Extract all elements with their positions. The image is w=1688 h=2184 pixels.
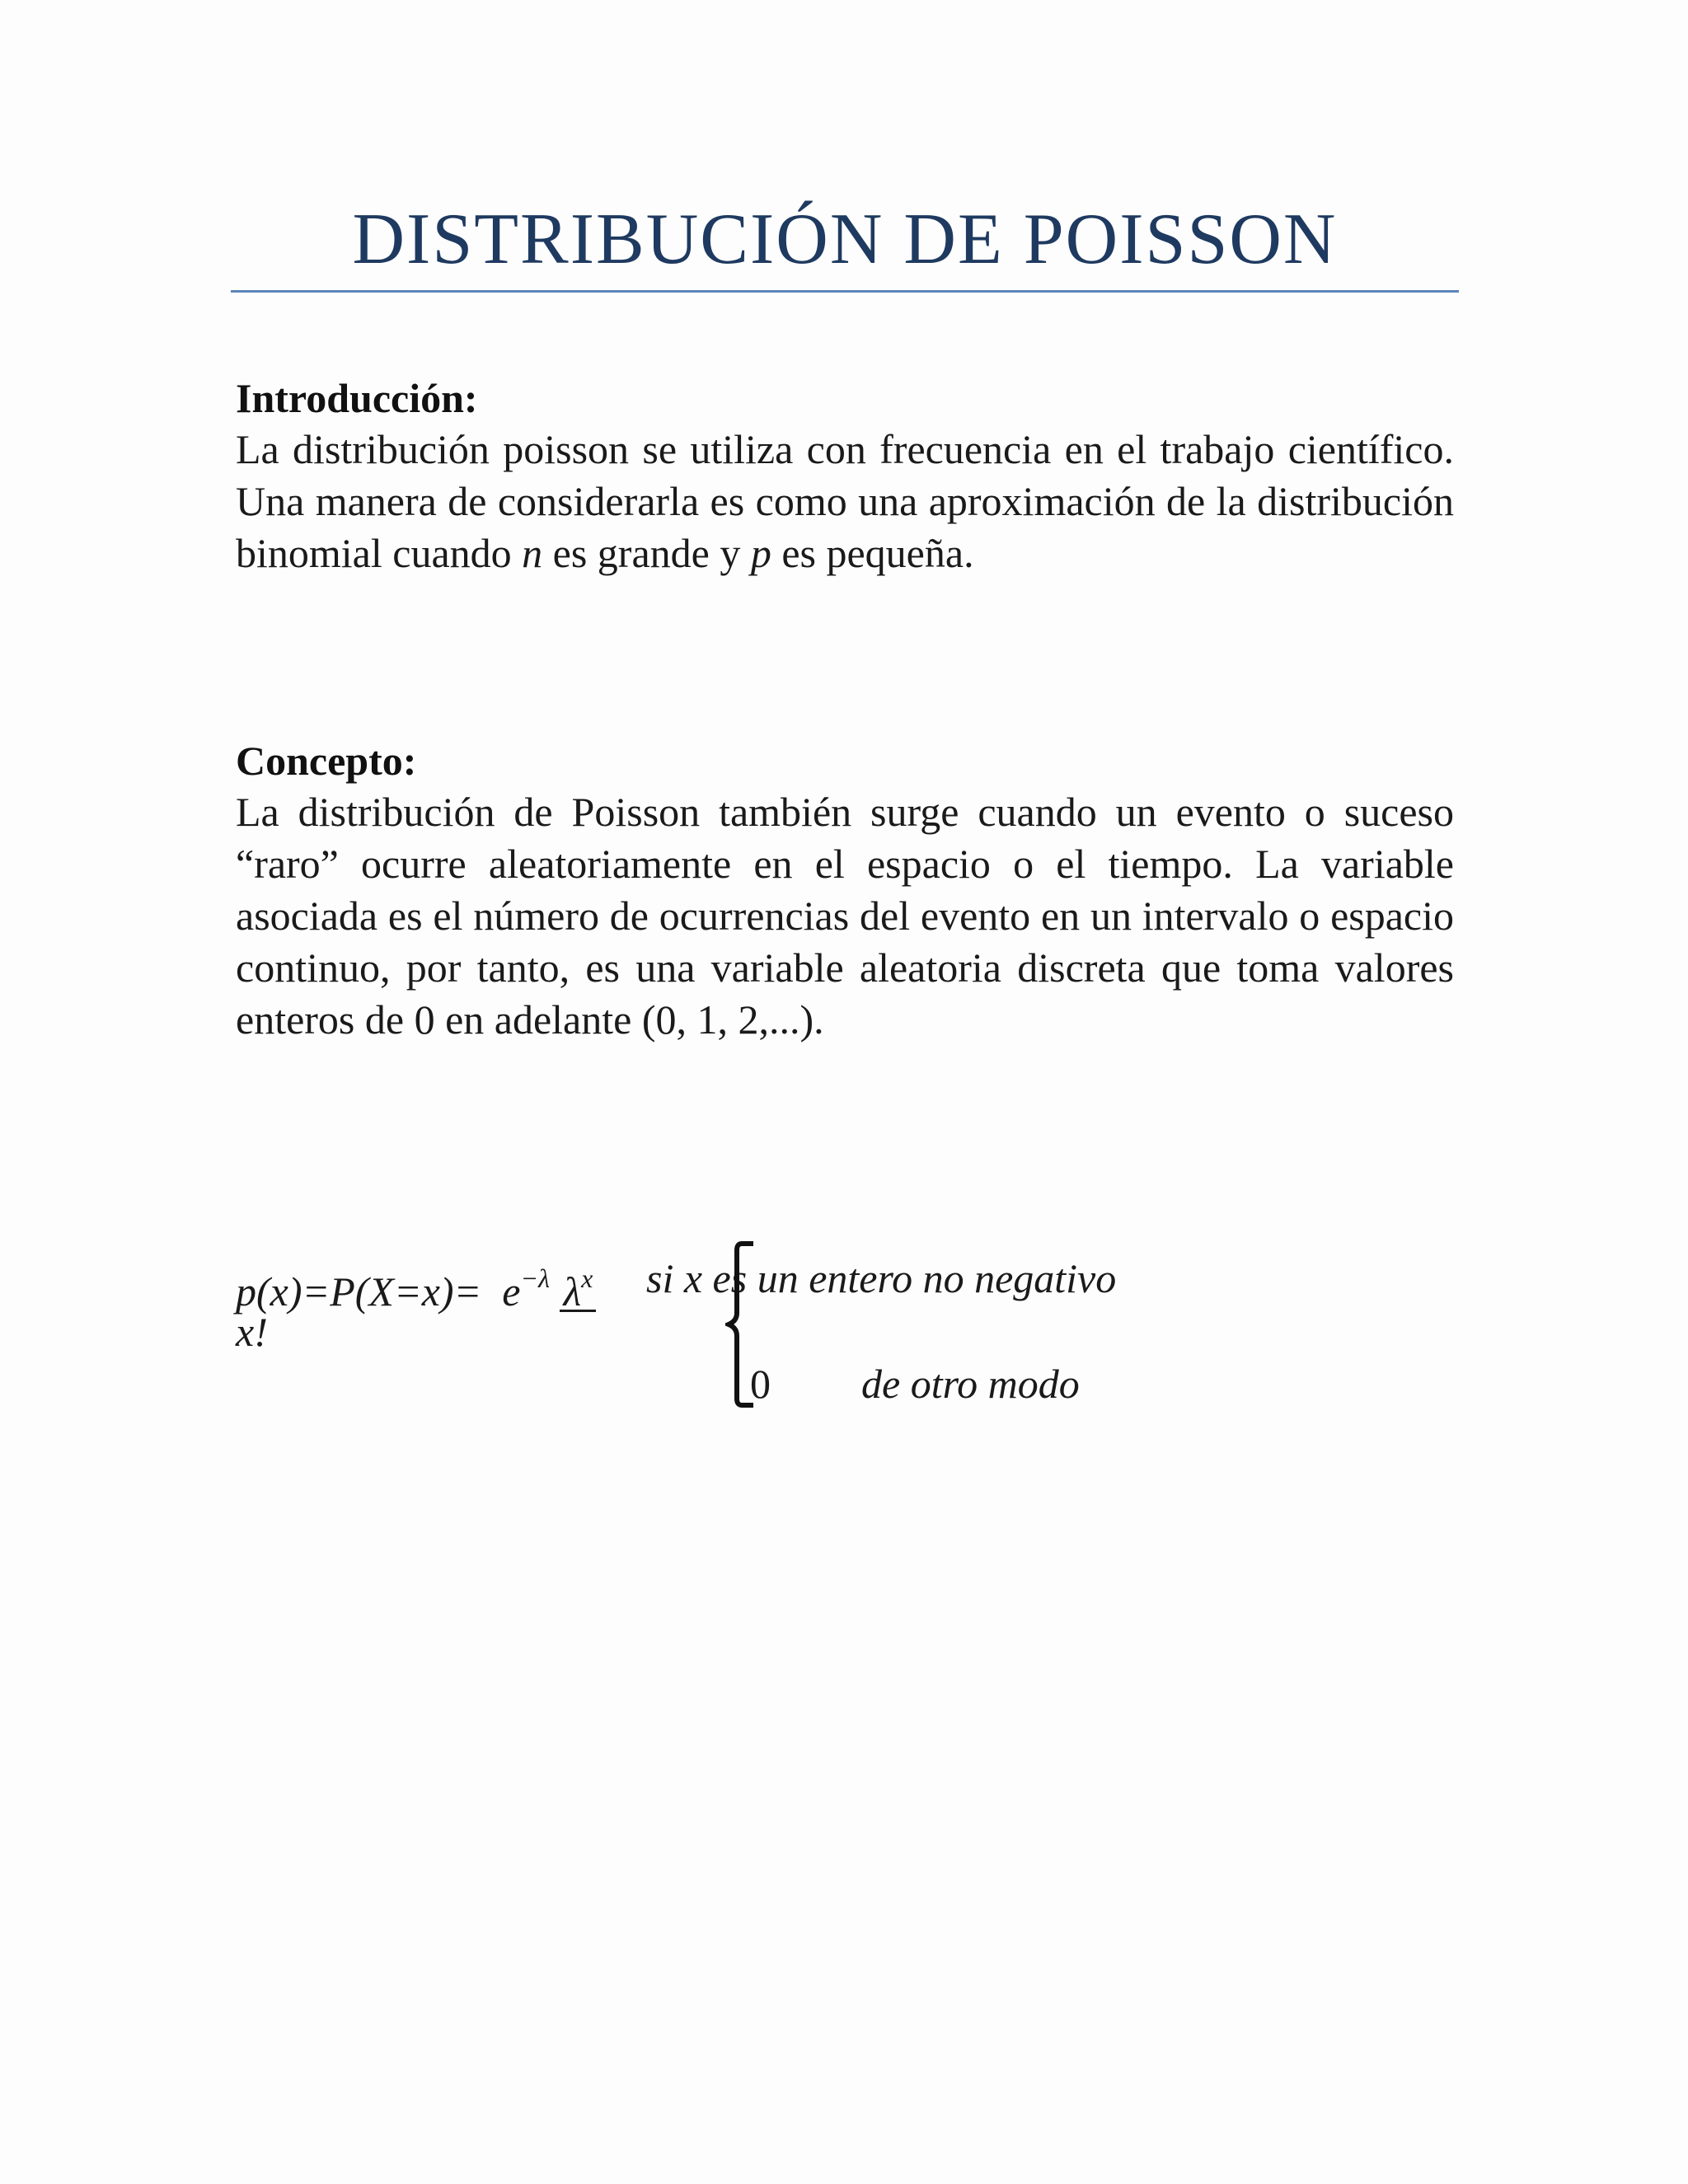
formula-e: e [502, 1268, 521, 1315]
case2-condition: de otro modo [861, 1361, 1080, 1407]
intro-p: p [750, 530, 771, 576]
intro-n: n [522, 530, 543, 576]
page-title: DISTRIBUCIÓN DE POISSON [352, 199, 1338, 279]
intro-text-2: es grande y [542, 530, 751, 576]
concept-paragraph: La distribución de Poisson también surge cuando un evento o suceso “raro” ocurre aleatoriamente en el espacio o el tiempo. La variable asociada es el número de ocurrencias del evento en un intervalo o espacio continuo, por tanto, es una variable aleatoria discreta que toma valores enteros de 0 en adelante (0, 1, 2,...). [236, 789, 1454, 1043]
intro-text-1: La distribución poisson se utiliza con frecuencia en el trabajo científico. Una manera de considerarla es como una aproximación de la distribución binomial cuando [236, 426, 1454, 576]
formula-lambda-exponent: x [581, 1263, 593, 1293]
formula-lambda: λ [563, 1268, 582, 1315]
intro-paragraph [236, 424, 1454, 579]
case1-condition: si x es un entero no negativo [646, 1255, 1117, 1301]
case2-value: 0 [750, 1361, 771, 1407]
intro-heading: Introducción: [236, 375, 478, 421]
title-underline [231, 290, 1459, 293]
intro-text-3: es pequeña. [771, 530, 974, 576]
formula-lhs: p(x)=P(X=x)= [236, 1268, 482, 1315]
formula-main [236, 1253, 596, 1317]
formula-numerator [560, 1260, 596, 1315]
formula-denominator: x! [236, 1309, 268, 1355]
concept-heading: Concepto: [236, 738, 417, 784]
formula-e-exponent: −λ [520, 1263, 550, 1293]
